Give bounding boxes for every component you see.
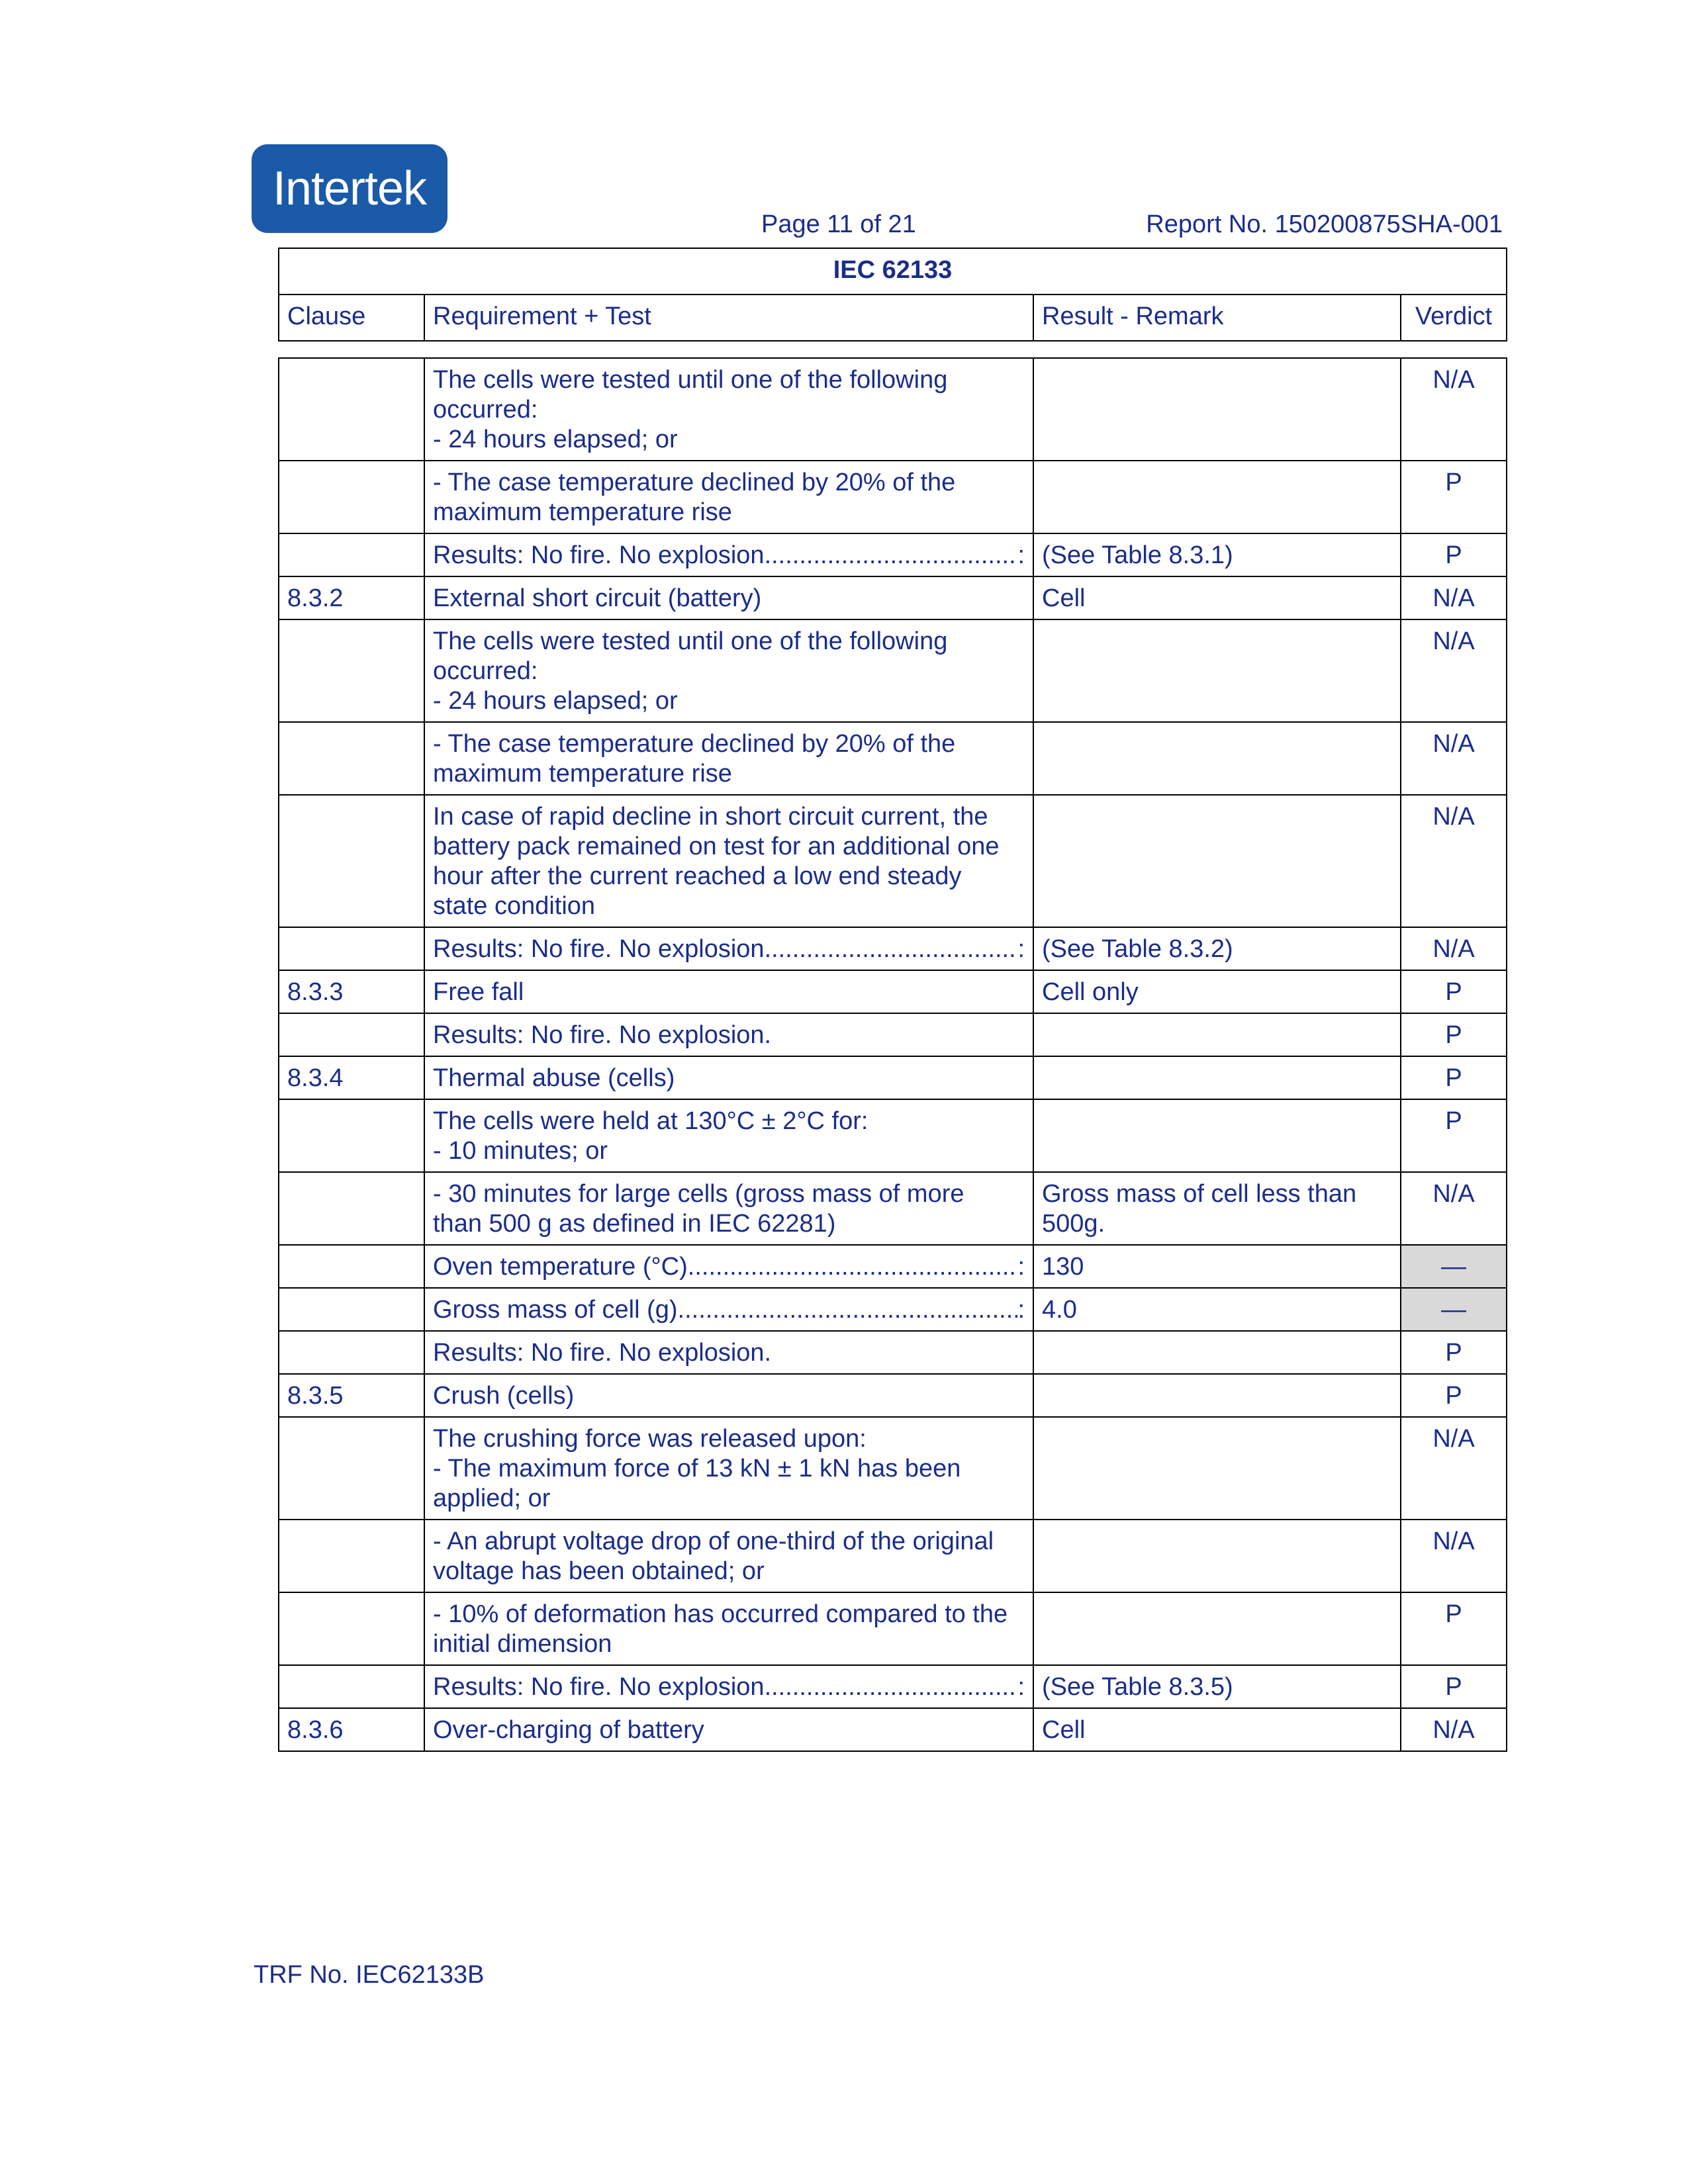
requirement-cell bbox=[424, 1520, 1033, 1592]
requirement-line: - 10 minutes; or bbox=[433, 1137, 608, 1165]
clause-cell bbox=[279, 461, 424, 533]
requirement-text: Oven temperature (°C) bbox=[433, 1253, 688, 1281]
dot-leader bbox=[765, 541, 1018, 570]
requirement-line: battery pack remained on test for an additional one bbox=[433, 833, 1000, 860]
verdict-cell: P bbox=[1401, 1099, 1507, 1172]
requirement-cell bbox=[424, 1013, 1033, 1056]
clause-cell bbox=[279, 1331, 424, 1374]
requirements-table bbox=[278, 357, 1507, 1752]
table-row bbox=[279, 1172, 1507, 1245]
table-row bbox=[279, 1099, 1507, 1172]
requirement-line: than 500 g as defined in IEC 62281) bbox=[433, 1210, 836, 1238]
requirement-line: The cells were tested until one of the following bbox=[433, 627, 948, 655]
result-cell bbox=[1033, 358, 1401, 461]
requirement-line: In case of rapid decline in short circuit current, the bbox=[433, 803, 988, 831]
requirement-cell bbox=[424, 1288, 1033, 1331]
verdict-cell: P bbox=[1401, 1331, 1507, 1374]
table-row bbox=[279, 1331, 1507, 1374]
clause-cell bbox=[279, 1099, 424, 1172]
clause-cell bbox=[279, 1245, 424, 1288]
table-row bbox=[279, 1056, 1507, 1099]
dot-leader bbox=[765, 934, 1018, 964]
requirement-text: Results: No fire. No explosion bbox=[433, 541, 765, 569]
result-cell bbox=[1033, 1417, 1401, 1520]
dot-leader bbox=[678, 1295, 1018, 1325]
requirement-line: hour after the current reached a low end steady bbox=[433, 862, 962, 890]
requirement-line: External short circuit (battery) bbox=[433, 584, 762, 612]
requirement-cell bbox=[424, 970, 1033, 1013]
result-cell: Cell only bbox=[1033, 970, 1401, 1013]
requirement-line: state condition bbox=[433, 892, 596, 920]
clause-cell: 8.3.3 bbox=[279, 970, 424, 1013]
clause-cell bbox=[279, 1172, 424, 1245]
logo-text: Intertek bbox=[272, 162, 427, 215]
table-row bbox=[279, 1417, 1507, 1520]
result-cell: Cell bbox=[1033, 1708, 1401, 1751]
clause-cell bbox=[279, 533, 424, 576]
requirement-cell bbox=[424, 927, 1033, 970]
clause-cell bbox=[279, 1665, 424, 1708]
result-cell bbox=[1033, 619, 1401, 722]
requirement-line: initial dimension bbox=[433, 1630, 612, 1658]
table-row bbox=[279, 1013, 1507, 1056]
verdict-cell: N/A bbox=[1401, 1520, 1507, 1592]
requirement-cell bbox=[424, 1708, 1033, 1751]
verdict-cell: P bbox=[1401, 1056, 1507, 1099]
clause-cell bbox=[279, 927, 424, 970]
requirements-table-body bbox=[279, 358, 1507, 1751]
requirement-cell bbox=[424, 1099, 1033, 1172]
requirement-cell bbox=[424, 1592, 1033, 1665]
verdict-cell: P bbox=[1401, 1592, 1507, 1665]
table-row bbox=[279, 927, 1507, 970]
clause-cell bbox=[279, 795, 424, 927]
requirement-line: - 10% of deformation has occurred compared to the bbox=[433, 1600, 1008, 1628]
requirement-line: maximum temperature rise bbox=[433, 498, 732, 526]
requirement-cell bbox=[424, 1172, 1033, 1245]
table-row bbox=[279, 1665, 1507, 1708]
requirement-line: - The maximum force of 13 kN ± 1 kN has been bbox=[433, 1455, 961, 1482]
verdict-cell: — bbox=[1401, 1245, 1507, 1288]
leader-line bbox=[433, 1672, 1025, 1702]
requirement-line: Results: No fire. No explosion. bbox=[433, 1339, 772, 1367]
leader-colon: : bbox=[1017, 541, 1025, 569]
intertek-logo bbox=[252, 144, 447, 233]
leader-line bbox=[433, 541, 1025, 570]
table-row bbox=[279, 795, 1507, 927]
result-cell: (See Table 8.3.2) bbox=[1033, 927, 1401, 970]
verdict-cell: — bbox=[1401, 1288, 1507, 1331]
requirement-cell bbox=[424, 619, 1033, 722]
verdict-cell: P bbox=[1401, 1665, 1507, 1708]
leader-colon: : bbox=[1017, 1296, 1025, 1324]
requirement-cell bbox=[424, 358, 1033, 461]
leader-colon: : bbox=[1017, 1253, 1025, 1281]
table-row bbox=[279, 722, 1507, 795]
table-row bbox=[279, 358, 1507, 461]
result-cell: Gross mass of cell less than 500g. bbox=[1033, 1172, 1401, 1245]
table-row bbox=[279, 533, 1507, 576]
dot-leader bbox=[765, 1672, 1018, 1702]
requirement-cell bbox=[424, 533, 1033, 576]
leader-line bbox=[433, 934, 1025, 964]
requirement-cell bbox=[424, 795, 1033, 927]
table-row bbox=[279, 970, 1507, 1013]
clause-cell: 8.3.6 bbox=[279, 1708, 424, 1751]
requirement-line: occurred: bbox=[433, 657, 538, 685]
table-row bbox=[279, 1245, 1507, 1288]
requirement-cell bbox=[424, 1374, 1033, 1417]
verdict-cell: P bbox=[1401, 970, 1507, 1013]
column-header-verdict: Verdict bbox=[1401, 295, 1507, 341]
dot-leader bbox=[688, 1252, 1018, 1282]
result-cell: (See Table 8.3.1) bbox=[1033, 533, 1401, 576]
requirement-line: Free fall bbox=[433, 978, 524, 1006]
leader-line bbox=[433, 1252, 1025, 1282]
leader-colon: : bbox=[1017, 935, 1025, 963]
requirement-line: The cells were tested until one of the following bbox=[433, 366, 948, 394]
result-cell bbox=[1033, 1056, 1401, 1099]
table-row bbox=[279, 1708, 1507, 1751]
requirement-cell bbox=[424, 1331, 1033, 1374]
requirement-line: voltage has been obtained; or bbox=[433, 1557, 765, 1585]
requirement-cell bbox=[424, 722, 1033, 795]
clause-cell bbox=[279, 1013, 424, 1056]
result-cell bbox=[1033, 1520, 1401, 1592]
requirement-cell bbox=[424, 461, 1033, 533]
column-header-result: Result - Remark bbox=[1033, 295, 1401, 341]
result-cell bbox=[1033, 461, 1401, 533]
column-header-requirement: Requirement + Test bbox=[424, 295, 1033, 341]
requirement-line: occurred: bbox=[433, 396, 538, 424]
requirement-line: - The case temperature declined by 20% of the bbox=[433, 730, 956, 758]
table-row bbox=[279, 1520, 1507, 1592]
leader-line bbox=[433, 1295, 1025, 1325]
requirement-line: The cells were held at 130°C ± 2°C for: bbox=[433, 1107, 868, 1135]
requirement-cell bbox=[424, 1417, 1033, 1520]
requirement-line: Results: No fire. No explosion. bbox=[433, 1021, 772, 1049]
requirement-text: Results: No fire. No explosion bbox=[433, 935, 765, 963]
requirement-line: The crushing force was released upon: bbox=[433, 1425, 867, 1453]
requirement-cell bbox=[424, 1245, 1033, 1288]
requirement-text: Results: No fire. No explosion bbox=[433, 1673, 765, 1701]
table-header bbox=[278, 248, 1507, 341]
requirement-line: - An abrupt voltage drop of one-third of the original bbox=[433, 1527, 994, 1555]
table-row bbox=[279, 1288, 1507, 1331]
result-cell: 130 bbox=[1033, 1245, 1401, 1288]
result-cell bbox=[1033, 722, 1401, 795]
result-cell bbox=[1033, 1013, 1401, 1056]
trf-number: TRF No. IEC62133B bbox=[254, 1961, 485, 1989]
result-cell: Cell bbox=[1033, 576, 1401, 619]
standard-title: IEC 62133 bbox=[279, 248, 1507, 295]
clause-cell bbox=[279, 1592, 424, 1665]
verdict-cell: P bbox=[1401, 461, 1507, 533]
requirement-cell bbox=[424, 1056, 1033, 1099]
clause-cell bbox=[279, 1288, 424, 1331]
requirement-line: - 24 hours elapsed; or bbox=[433, 426, 678, 453]
verdict-cell: N/A bbox=[1401, 576, 1507, 619]
leader-colon: : bbox=[1017, 1673, 1025, 1701]
table-row bbox=[279, 619, 1507, 722]
table-row bbox=[279, 1374, 1507, 1417]
clause-cell: 8.3.2 bbox=[279, 576, 424, 619]
requirement-line: maximum temperature rise bbox=[433, 760, 732, 788]
result-cell: 4.0 bbox=[1033, 1288, 1401, 1331]
requirement-line: Crush (cells) bbox=[433, 1382, 575, 1410]
verdict-cell: N/A bbox=[1401, 795, 1507, 927]
clause-cell bbox=[279, 619, 424, 722]
clause-cell bbox=[279, 722, 424, 795]
page-number: Page 11 of 21 bbox=[761, 210, 916, 238]
column-header-clause: Clause bbox=[279, 295, 424, 341]
requirement-line: applied; or bbox=[433, 1484, 551, 1512]
result-cell: (See Table 8.3.5) bbox=[1033, 1665, 1401, 1708]
requirement-line: Thermal abuse (cells) bbox=[433, 1064, 675, 1092]
verdict-cell: P bbox=[1401, 533, 1507, 576]
result-cell bbox=[1033, 1374, 1401, 1417]
verdict-cell: P bbox=[1401, 1374, 1507, 1417]
report-number: Report No. 150200875SHA-001 bbox=[1146, 210, 1503, 238]
clause-cell bbox=[279, 1417, 424, 1520]
result-cell bbox=[1033, 795, 1401, 927]
requirement-cell bbox=[424, 1665, 1033, 1708]
requirement-cell bbox=[424, 576, 1033, 619]
result-cell bbox=[1033, 1592, 1401, 1665]
requirement-line: - 24 hours elapsed; or bbox=[433, 687, 678, 715]
requirement-line: - The case temperature declined by 20% of the bbox=[433, 469, 956, 496]
verdict-cell: P bbox=[1401, 1013, 1507, 1056]
requirement-line: Over-charging of battery bbox=[433, 1716, 704, 1744]
requirement-line: - 30 minutes for large cells (gross mass of more bbox=[433, 1180, 964, 1208]
requirement-text: Gross mass of cell (g) bbox=[433, 1296, 678, 1324]
verdict-cell: N/A bbox=[1401, 619, 1507, 722]
clause-cell bbox=[279, 358, 424, 461]
clause-cell: 8.3.5 bbox=[279, 1374, 424, 1417]
table-row bbox=[279, 461, 1507, 533]
result-cell bbox=[1033, 1099, 1401, 1172]
table-row bbox=[279, 1592, 1507, 1665]
table-row bbox=[279, 576, 1507, 619]
verdict-cell: N/A bbox=[1401, 1417, 1507, 1520]
verdict-cell: N/A bbox=[1401, 358, 1507, 461]
verdict-cell: N/A bbox=[1401, 1708, 1507, 1751]
verdict-cell: N/A bbox=[1401, 927, 1507, 970]
clause-cell: 8.3.4 bbox=[279, 1056, 424, 1099]
result-cell bbox=[1033, 1331, 1401, 1374]
verdict-cell: N/A bbox=[1401, 722, 1507, 795]
clause-cell bbox=[279, 1520, 424, 1592]
verdict-cell: N/A bbox=[1401, 1172, 1507, 1245]
